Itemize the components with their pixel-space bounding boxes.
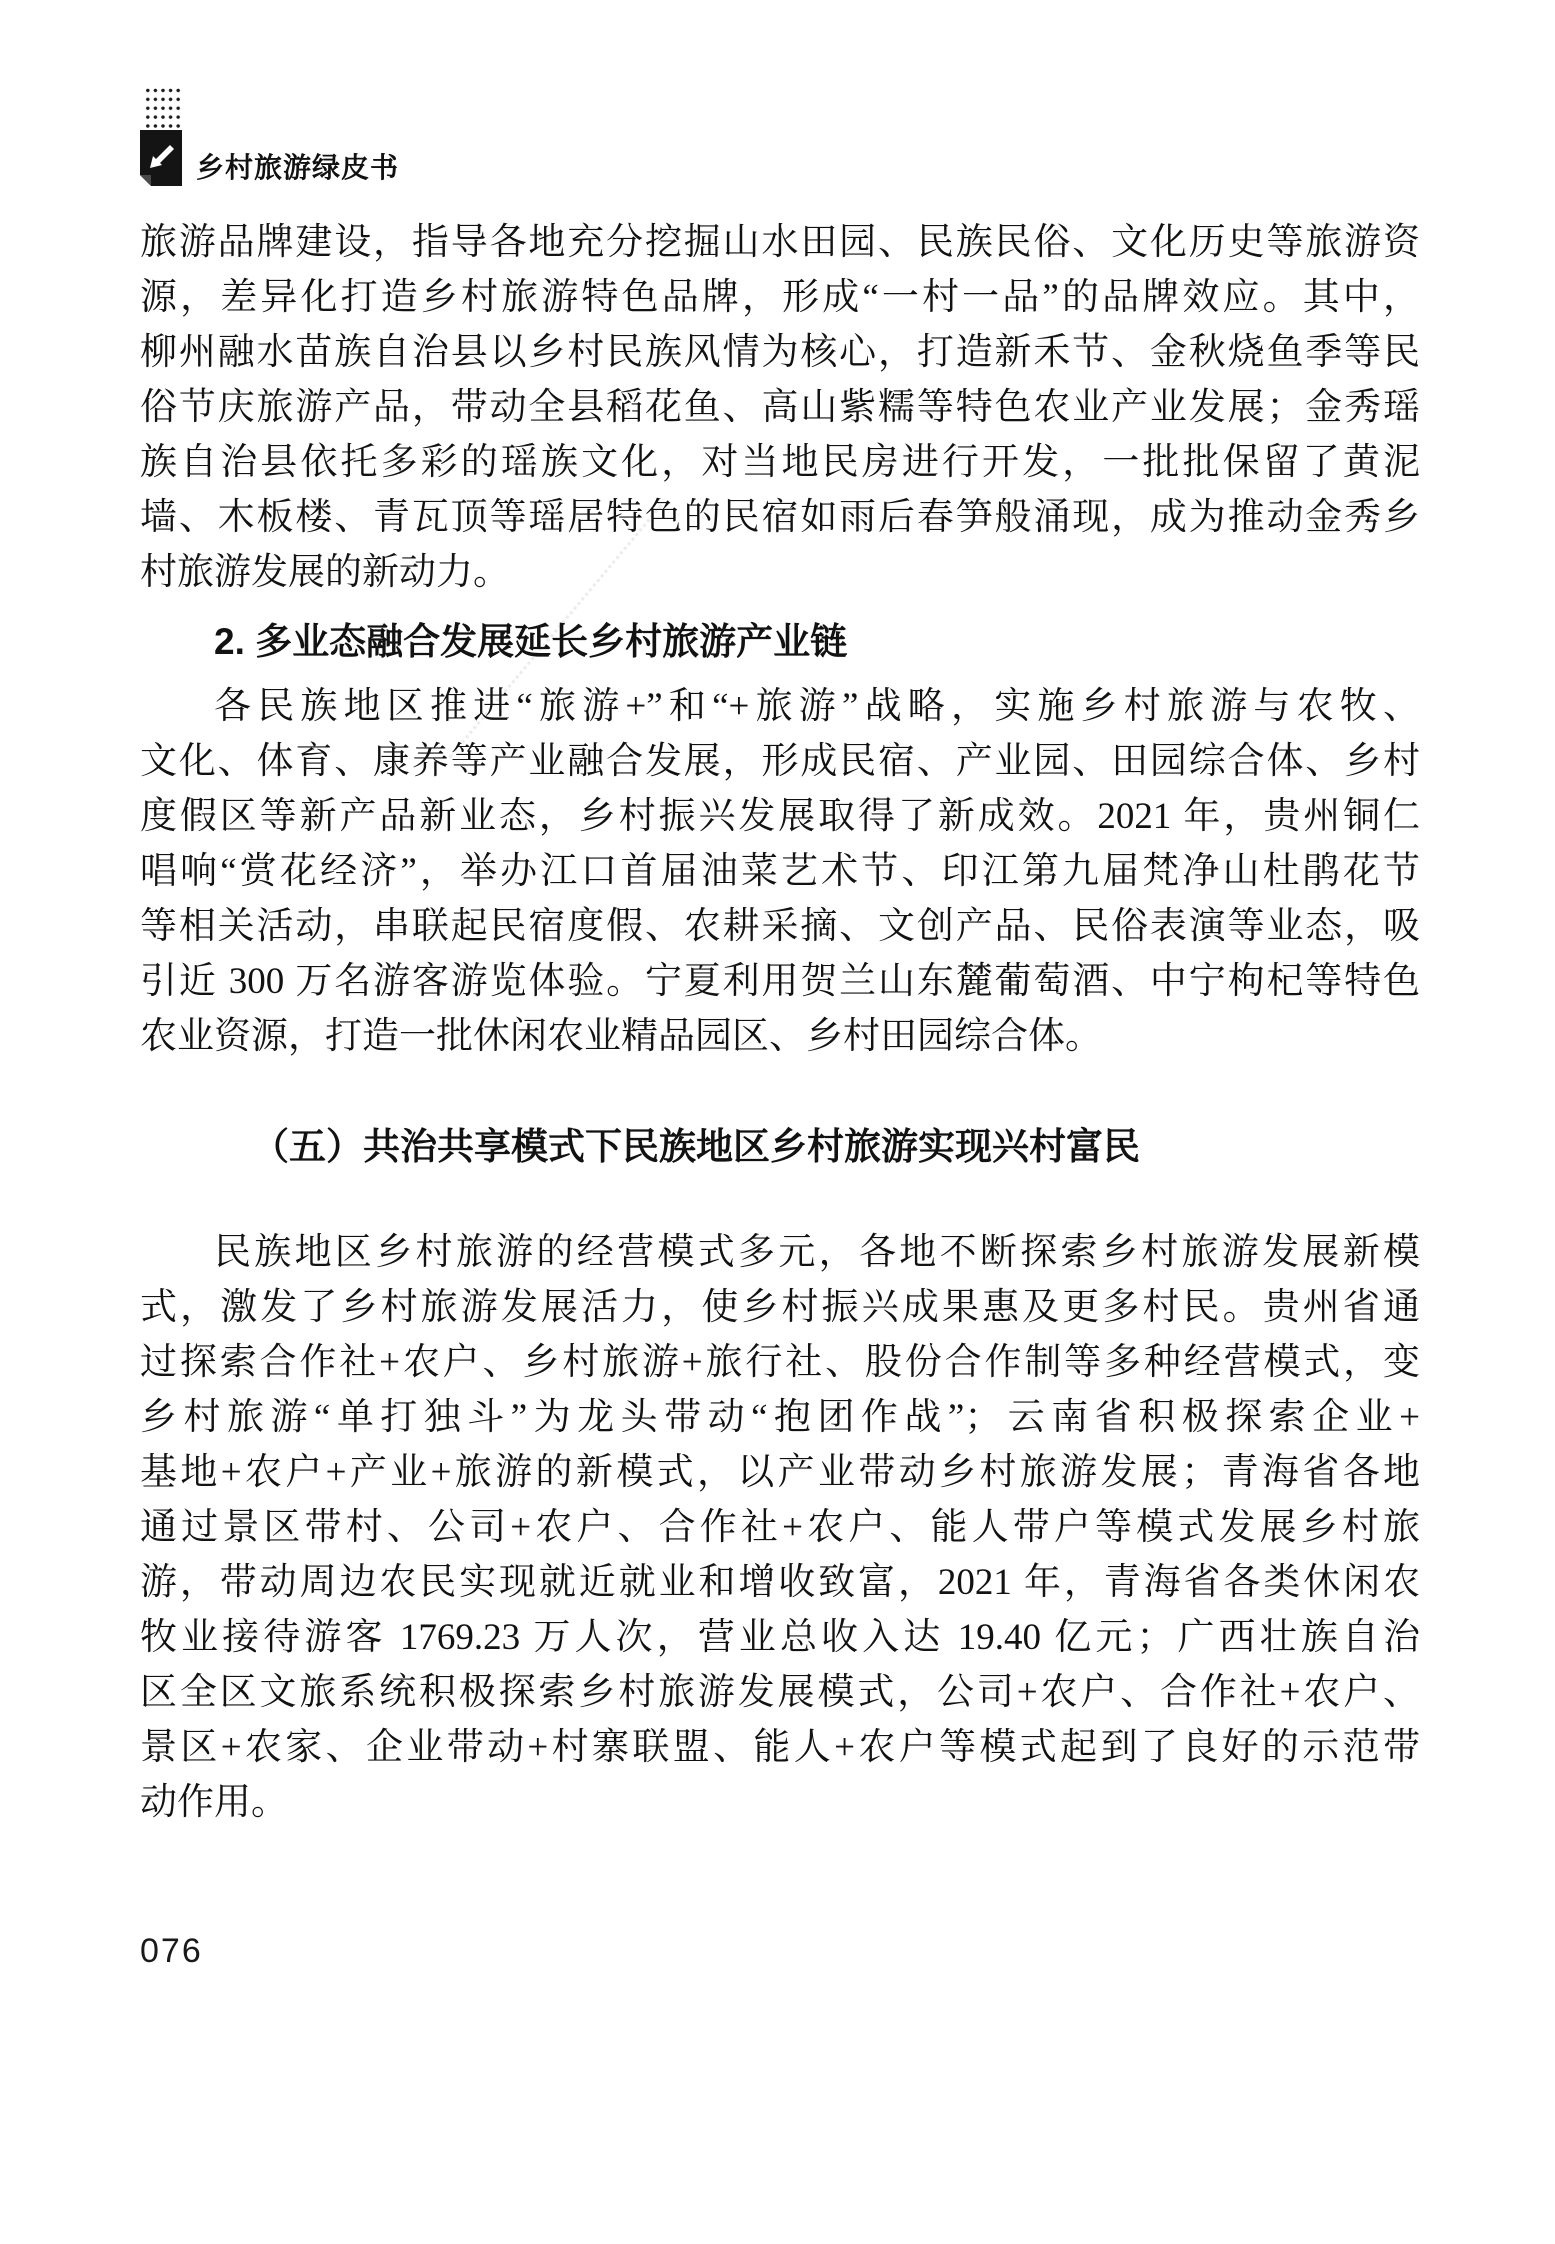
book-logo-icon	[138, 130, 184, 187]
text-line: 墙、木板楼、青瓦顶等瑶居特色的民宿如雨后春笋般涌现，成为推动金秀乡	[140, 497, 1420, 538]
text-line: 各民族地区推进“旅游+”和“+旅游”战略，实施乡村旅游与农牧、	[214, 686, 1420, 727]
text-line: 民族地区乡村旅游的经营模式多元，各地不断探索乡村旅游发展新模	[214, 1232, 1420, 1273]
text-line: 度假区等新产品新业态，乡村振兴发展取得了新成效。2021 年，贵州铜仁	[140, 796, 1420, 837]
page-content	[140, 215, 1420, 1830]
book-series-title: 乡村旅游绿皮书	[196, 152, 400, 183]
text-line: 动作用。	[140, 1782, 288, 1823]
paragraph-2	[140, 679, 1420, 1064]
text-line: 基地+农户+产业+旅游的新模式，以产业带动乡村旅游发展；青海省各地	[140, 1452, 1420, 1493]
paragraph-3	[140, 1225, 1420, 1830]
text-line: 俗节庆旅游产品，带动全县稻花鱼、高山紫糯等特色农业产业发展；金秀瑶	[140, 387, 1420, 428]
text-line: 柳州融水苗族自治县以乡村民族风情为核心，打造新禾节、金秋烧鱼季等民	[140, 332, 1420, 373]
paragraph-1	[140, 215, 1420, 600]
text-line: 区全区文旅系统积极探索乡村旅游发展模式，公司+农户、合作社+农户、	[140, 1672, 1420, 1713]
text-line: 文化、体育、康养等产业融合发展，形成民宿、产业园、田园综合体、乡村	[140, 741, 1420, 782]
text-line: 旅游品牌建设，指导各地充分挖掘山水田园、民族民俗、文化历史等旅游资	[140, 222, 1420, 263]
text-line: 唱响“赏花经济”，举办江口首届油菜艺术节、印江第九届梵净山杜鹃花节	[140, 851, 1420, 892]
text-line: 牧业接待游客 1769.23 万人次，营业总收入达 19.40 亿元；广西壮族自治	[140, 1617, 1420, 1658]
text-line: 农业资源，打造一批休闲农业精品园区、乡村田园综合体。	[140, 1016, 1102, 1057]
text-line: 景区+农家、企业带动+村寨联盟、能人+农户等模式起到了良好的示范带	[140, 1727, 1420, 1768]
text-line: 源，差异化打造乡村旅游特色品牌，形成“一村一品”的品牌效应。其中，	[140, 277, 1420, 318]
text-line: 等相关活动，串联起民宿度假、农耕采摘、文创产品、民俗表演等业态，吸	[140, 906, 1420, 947]
text-line: 游，带动周边农民实现就近就业和增收致富，2021 年，青海省各类休闲农	[140, 1562, 1420, 1603]
logo-dots-pattern	[144, 86, 181, 131]
page-header	[138, 84, 738, 189]
page-number: 076	[140, 1932, 203, 1970]
text-line: 村旅游发展的新动力。	[140, 552, 510, 593]
text-line: 乡村旅游“单打独斗”为龙头带动“抱团作战”；云南省积极探索企业+	[140, 1397, 1420, 1438]
text-line: 族自治县依托多彩的瑶族文化，对当地民房进行开发，一批批保留了黄泥	[140, 442, 1420, 483]
section-heading: （五）共治共享模式下民族地区乡村旅游实现兴村富民	[252, 1126, 1140, 1167]
text-line: 引近 300 万名游客游览体验。宁夏利用贺兰山东麓葡萄酒、中宁枸杞等特色	[140, 961, 1420, 1002]
subsection-heading: 2. 多业态融合发展延长乡村旅游产业链	[214, 621, 848, 662]
text-line: 式，激发了乡村旅游发展活力，使乡村振兴成果惠及更多村民。贵州省通	[140, 1287, 1420, 1328]
text-line: 过探索合作社+农户、乡村旅游+旅行社、股份合作制等多种经营模式，变	[140, 1342, 1420, 1383]
text-line: 通过景区带村、公司+农户、合作社+农户、能人带户等模式发展乡村旅	[140, 1507, 1420, 1548]
